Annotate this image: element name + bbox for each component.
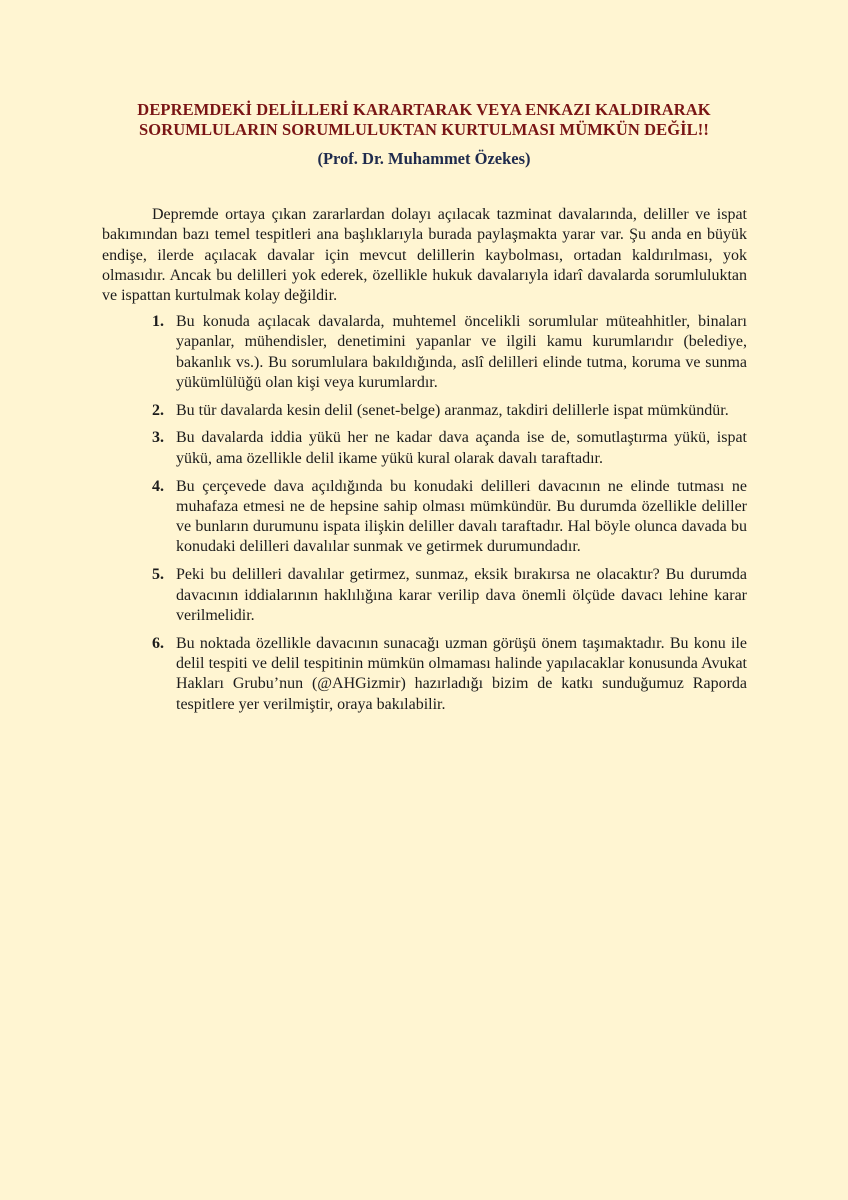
list-item-text: Peki bu delilleri davalılar getirmez, sunmaz, eksik bırakırsa ne olacaktır? Bu durumda davacının iddialarının haklılığına karar verilip dava önemli ölçüde davacı lehine karar verilmelidir.	[176, 566, 747, 624]
list-item-text: Bu noktada özellikle davacının sunacağı uzman görüşü önem taşımaktadır. Bu konu ile delil tespiti ve delil tespitinin mümkün olmaması halinde yapılacaklar konusunda Avukat Hakları Grubu’nun (@AHGizmir) hazırladığı bizim de katkı sunduğumuz Raporda tespitlere yer verilmiştir, oraya bakılabilir.	[176, 634, 747, 713]
list-item-text: Bu tür davalarda kesin delil (senet-belge) aranmaz, takdiri delillerle ispat mümkündür.	[176, 401, 729, 419]
list-item	[102, 634, 747, 715]
list-item	[102, 565, 747, 626]
author-name: (Prof. Dr. Muhammet Özekes)	[317, 149, 531, 168]
list-item-number: 1.	[152, 313, 164, 330]
intro-paragraph: Depremde ortaya çıkan zararlardan dolayı açılacak tazminat davalarında, deliller ve ispat bakımından bazı temel tespitleri ana başlıklarıyla burada paylaşmakta yarar var. Şu anda en büyük endişe, ilerde açılacak davalar için mevcut delillerin kaybolması, ortadan kaldırılması, yok olmasıdır. Ancak bu delilleri yok ederek, özellikle hukuk davalarıyla idarî davalarda sorumluluktan ve ispattan kurtulmak kolay değildir.	[102, 206, 747, 305]
list-item-number: 2.	[152, 401, 164, 419]
list-item-number: 4.	[152, 477, 164, 495]
list-item	[102, 428, 747, 469]
numbered-list	[102, 312, 747, 722]
document-title	[90, 100, 758, 140]
list-item-text: Bu davalarda iddia yükü her ne kadar dava açanda ise de, somutlaştırma yükü, ispat yükü, ama özellikle delil ikame yükü kural olarak davalı taraftadır.	[176, 429, 747, 467]
list-item	[102, 477, 747, 558]
title-line-2: SORUMLULARIN SORUMLULUKTAN KURTULMASI MÜMKÜN DEĞİL!!	[139, 120, 709, 139]
list-item-number: 5.	[152, 566, 164, 584]
list-item-number: 6.	[152, 634, 164, 652]
list-item	[102, 401, 747, 421]
list-item	[102, 312, 747, 393]
title-line-1: DEPREMDEKİ DELİLLERİ KARARTARAK VEYA ENKAZI KALDIRARAK	[137, 100, 711, 119]
list-item-text: Bu konuda açılacak davalarda, muhtemel öncelikli sorumlular müteahhitler, binaları yapanlar, mühendisler, denetimini yapanlar ve ilgili kamu kurumlarıdır (belediye, bakanlık vs.). Bu sorumlulara bakıldığında, aslî delilleri elinde tutma, koruma ve sunma yükümlülüğü olan kişi veya kurumlardır.	[176, 313, 747, 391]
list-item-number: 3.	[152, 429, 164, 447]
list-item-text: Bu çerçevede dava açıldığında bu konudaki delilleri davacının ne elinde tutması ne muhafaza etmesi ne de hepsine sahip olması mümkündür. Bu durumda özellikle deliller ve bunların durumunu ispata ilişkin deliller davalı taraftadır. Hal böyle olunca davada bu konudaki delilleri davalılar sunmak ve getirmek durumundadır.	[176, 477, 747, 556]
